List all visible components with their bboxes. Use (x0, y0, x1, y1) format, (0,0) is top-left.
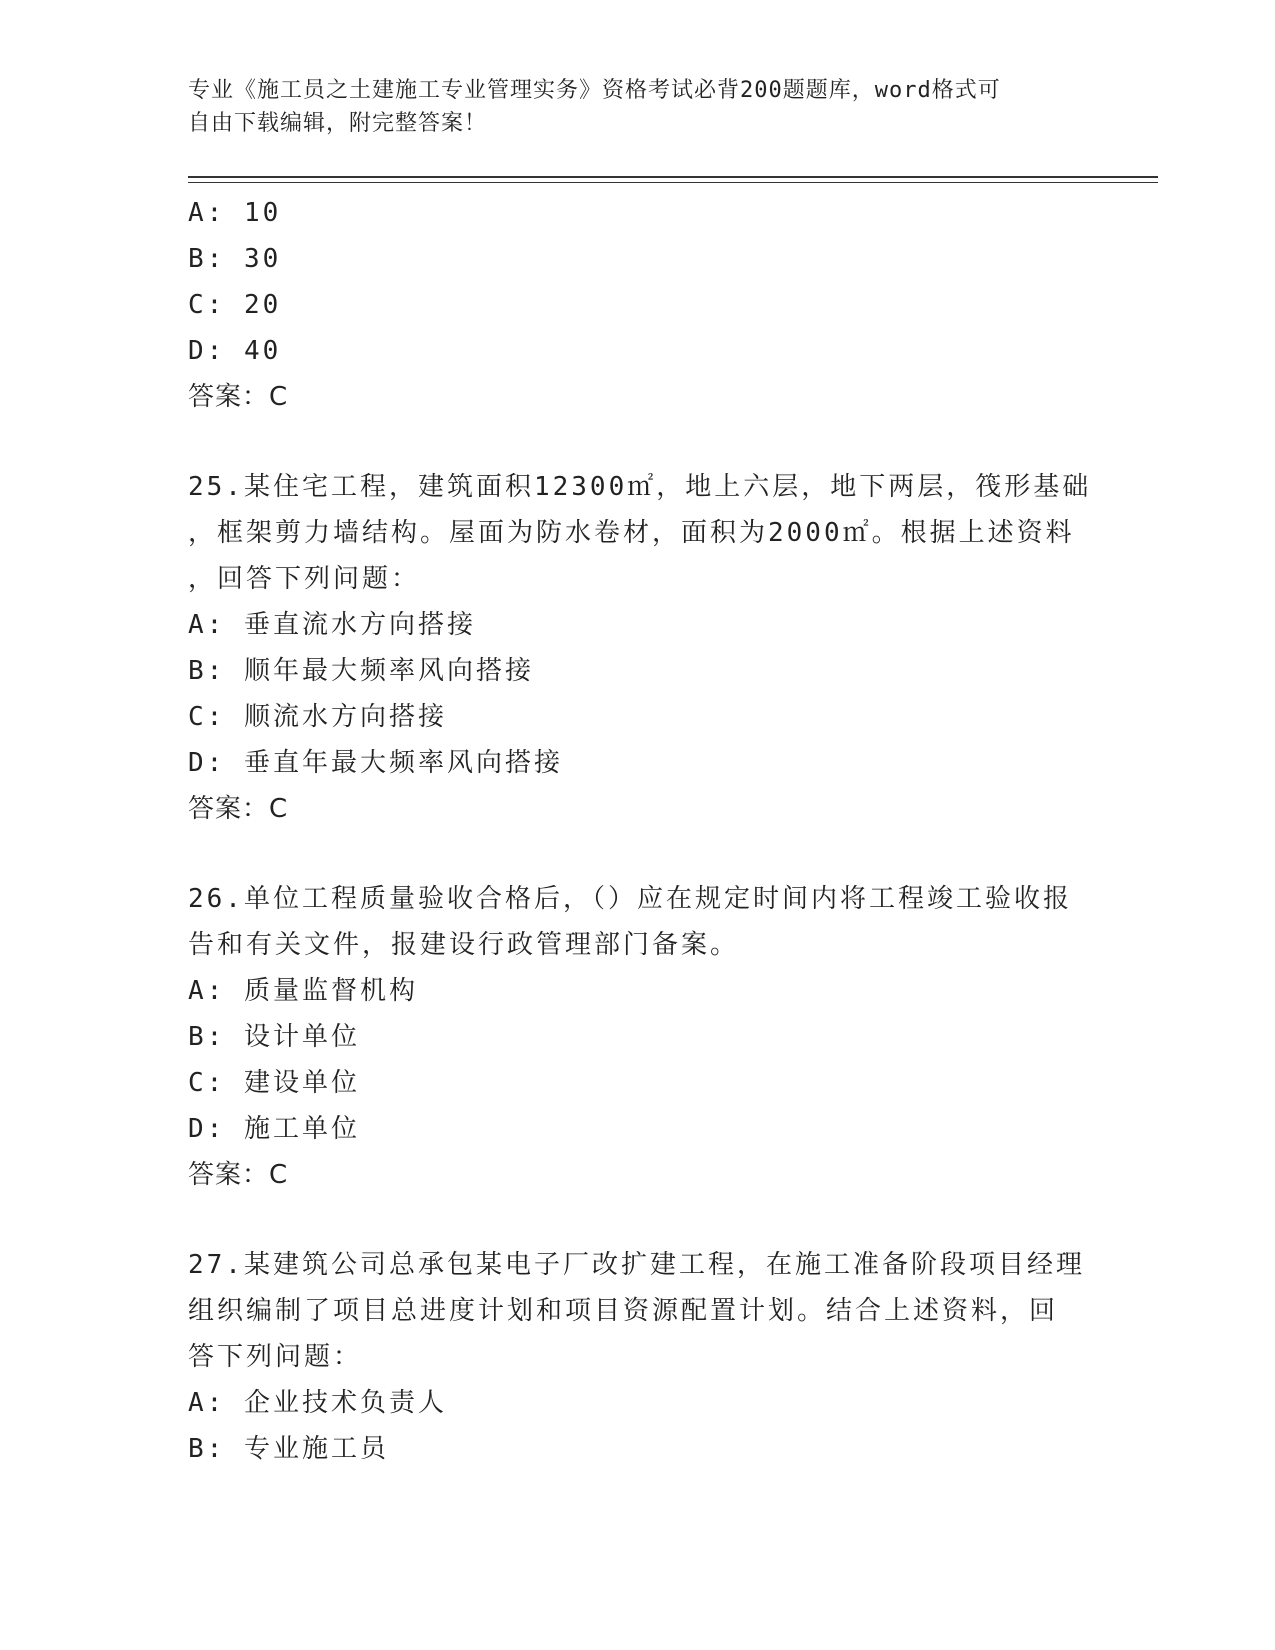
header-line-2: 自由下载编辑，附完整答案！ (188, 111, 488, 136)
answer-line: 答案：C (188, 382, 289, 412)
question-list (188, 190, 1092, 1472)
answer-line: 答案：C (188, 1160, 289, 1190)
header-divider-thin (188, 182, 1158, 183)
question-25 (188, 464, 1092, 832)
option-d: D: 40 (188, 336, 282, 366)
question-26 (188, 876, 1088, 1198)
question-spacer (188, 420, 1088, 464)
answer-line: 答案：C (188, 794, 289, 824)
question-text-line: 27.某建筑公司总承包某电子厂改扩建工程，在施工准备阶段项目经理 (188, 1250, 1085, 1280)
header-line-1: 专业《施工员之土建施工专业管理实务》资格考试必背200题题库，word格式可 (188, 78, 1001, 103)
question-text-line: ，回答下列问题： (188, 564, 421, 594)
document-header (188, 74, 1068, 140)
question-27 (188, 1242, 1088, 1472)
option-a: A: 企业技术负责人 (188, 1388, 447, 1418)
option-d: D: 垂直年最大频率风向搭接 (188, 748, 563, 778)
question-text-line: 答下列问题： (188, 1342, 363, 1372)
question-text-line: 25.某住宅工程，建筑面积12300㎡，地上六层，地下两层，筏形基础 (188, 472, 1092, 502)
option-b: B: 设计单位 (188, 1022, 360, 1052)
option-c: C: 20 (188, 290, 282, 320)
option-b: B: 专业施工员 (188, 1434, 389, 1464)
question-text-line: 26.单位工程质量验收合格后，（）应在规定时间内将工程竣工验收报 (188, 884, 1072, 914)
question-text-line: 组织编制了项目总进度计划和项目资源配置计划。结合上述资料，回 (188, 1296, 1059, 1326)
question-spacer (188, 832, 1088, 876)
option-d: D: 施工单位 (188, 1114, 360, 1144)
option-c: C: 建设单位 (188, 1068, 360, 1098)
question-24 (188, 190, 1088, 420)
option-a: A: 垂直流水方向搭接 (188, 610, 476, 640)
option-c: C: 顺流水方向搭接 (188, 702, 447, 732)
option-b: B: 顺年最大频率风向搭接 (188, 656, 534, 686)
question-text-line: ，框架剪力墙结构。屋面为防水卷材，面积为2000㎡。根据上述资料 (188, 518, 1075, 548)
question-text-line: 告和有关文件，报建设行政管理部门备案。 (188, 930, 740, 960)
option-a: A: 10 (188, 198, 282, 228)
question-spacer (188, 1198, 1088, 1242)
header-divider-thick (188, 176, 1158, 178)
option-a: A: 质量监督机构 (188, 976, 418, 1006)
option-b: B: 30 (188, 244, 282, 274)
